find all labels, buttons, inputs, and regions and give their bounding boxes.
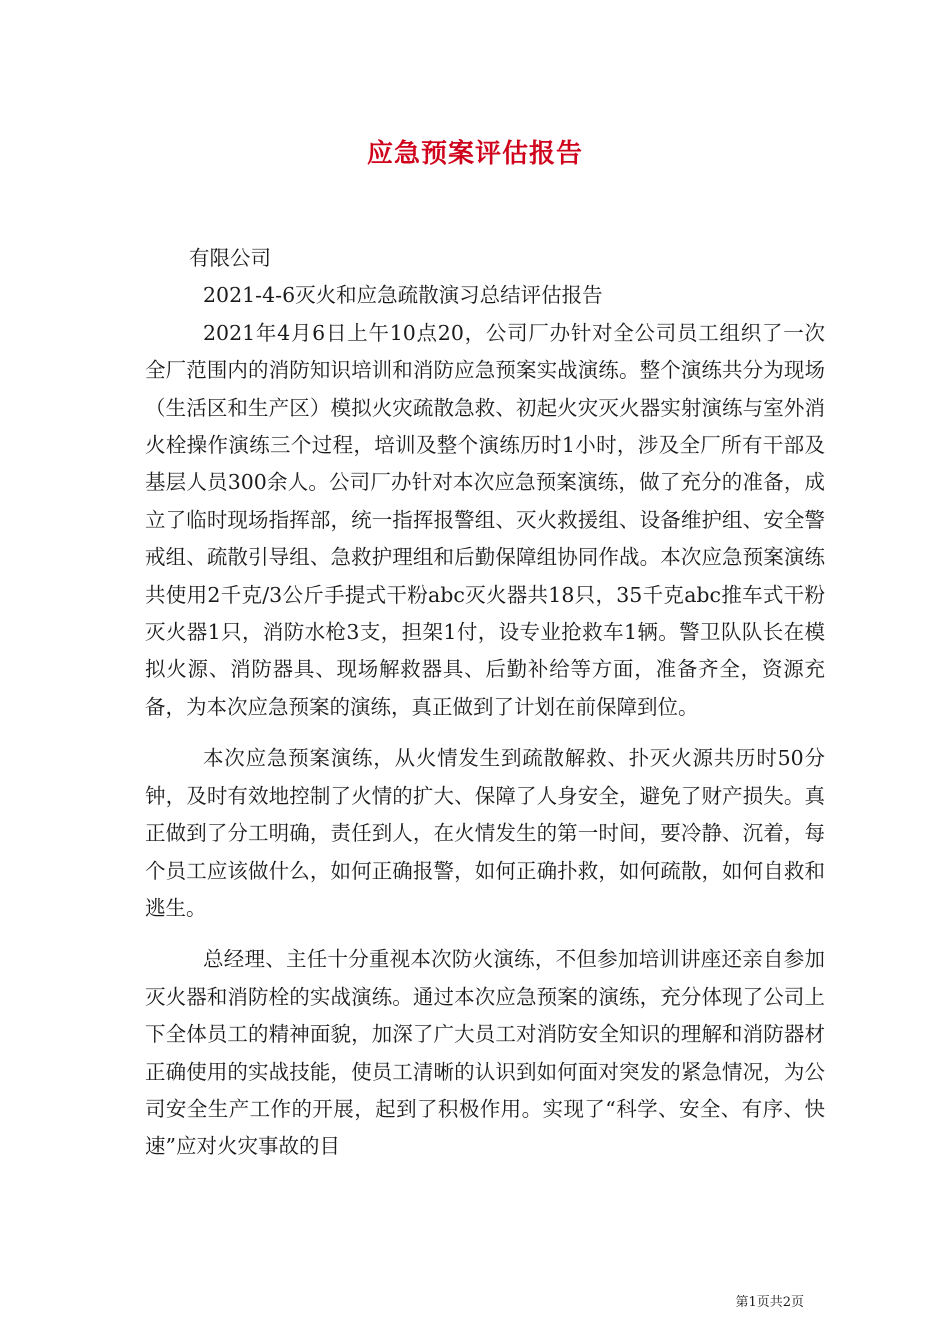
report-subtitle: 2021-4-6灭火和应急疏散演习总结评估报告 [203,283,603,308]
document-title: 应急预案评估报告 [366,139,583,169]
paragraph-3: 总经理、主任十分重视本次防火演练，不但参加培训讲座还亲自参加灭火器和消防栓的实战演练。通过本次应急预案的演练，充分体现了公司上下全体员工的精神面貌，加深了广大员工对消防安全知识的理解和消防器材正确使用的实战技能，使员工清晰的认识到如何面对突发的紧急情况，为公司安全生产工作的开展，起到了积极作用。实现了“科学、安全、有序、快速”应对火灾事故的目 [145,947,825,1159]
document-body [145,240,825,1166]
company-name: 有限公司 [189,246,271,270]
page-number: 第1页共2页 [735,1295,804,1310]
paragraph-1: 2021年4月6日上午10点20，公司厂办针对全公司员工组织了一次全厂范围内的消防知识培训和消防应急预案实战演练。整个演练共分为现场（生活区和生产区）模拟火灾疏散急救、初起火灾灭火器实射演练与室外消火栓操作演练三个过程，培训及整个演练历时1小时，涉及全厂所有干部及基层人员300余人。公司厂办针对本次应急预案演练，做了充分的准备，成立了临时现场指挥部，统一指挥报警组、灭火救援组、设备维护组、安全警戒组、疏散引导组、急救护理组和后勤保障组协同作战。本次应急预案演练共使用2千克/3公斤手提式干粉abc灭火器共18只，35千克abc推车式干粉灭火器1只，消防水枪3支，担架1付，设专业抢救车1辆。警卫队队长在模拟火源、消防器具、现场解救器具、后勤补给等方面，准备齐全，资源充备，为本次应急预案的演练，真正做到了计划在前保障到位。 [145,320,825,719]
paragraph-2: 本次应急预案演练，从火情发生到疏散解救、扑灭火源共历时50分钟，及时有效地控制了火情的扩大、保障了人身安全，避免了财产损失。真正做到了分工明确，责任到人，在火情发生的第一时间，要冷静、沉着，每个员工应该做什么，如何正确报警，如何正确扑救，如何疏散，如何自救和逃生。 [145,746,825,920]
